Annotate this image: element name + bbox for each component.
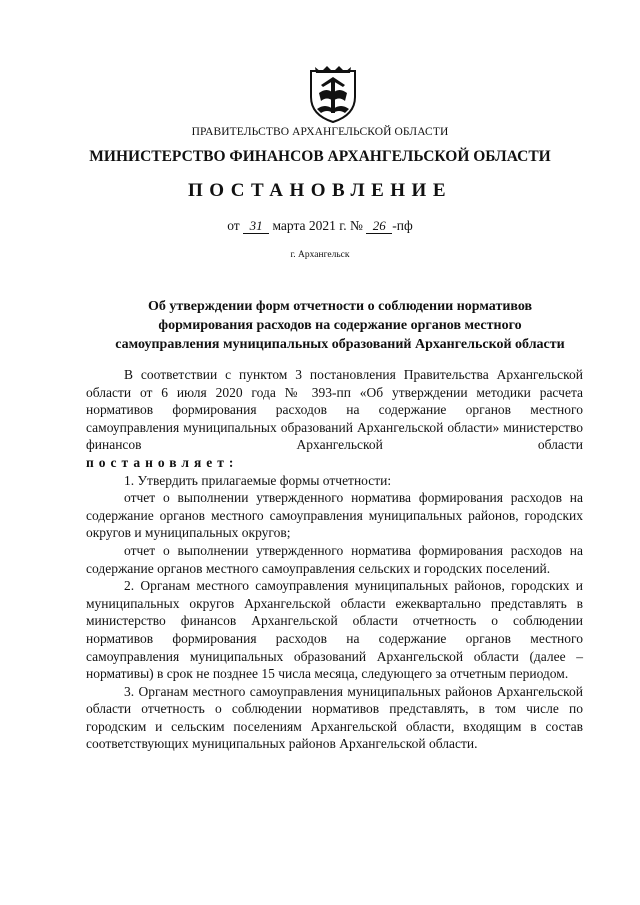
city-line: г. Архангельск <box>290 250 350 260</box>
ministry-heading: МИНИСТЕРСТВО ФИНАНСОВ АРХАНГЕЛЬСКОЙ ОБЛАСТИ <box>89 148 551 165</box>
item-2: 2. Органам местного самоуправления муниципальных районов, городских и муниципальных округов Архангельской области ежеквартально представлять в министерство финансов Архангельской области отчетность о соблюдении нормативов формирования расходов на содержание органов местного самоуправления муниципальных образований Архангельской области (далее – нормативы) в срок не позднее 15 числа месяца, следующего за отчетным периодом. <box>86 578 583 682</box>
date-rest: марта 2021 г. № <box>272 218 363 233</box>
document-type: ПОСТАНОВЛЕНИЕ <box>187 180 453 201</box>
item-3: 3. Органам местного самоуправления муниципальных районов Архангельской области отчетность о соблюдении нормативов представлять, в том числе по городским и сельским поселениям Архангельской области, входящим в состав соответствующих муниципальных районов Архангельской области. <box>86 683 583 752</box>
preamble-verb-line <box>86 454 583 472</box>
number-suffix: -пф <box>392 218 413 233</box>
document-body <box>86 366 583 753</box>
item-1b: отчет о выполнении утвержденного норматива формирования расходов на содержание органов местного самоуправления сельских и городских поселений. <box>86 542 583 576</box>
item-1: 1. Утвердить прилагаемые формы отчетности: <box>124 472 392 488</box>
document-title: Об утверждении форм отчетности о соблюдении нормативов формирования расходов на содержание органов местного самоуправления муниципальных образований Архангельской области <box>115 299 565 352</box>
date-number-line <box>0 218 640 234</box>
date-day: 31 <box>243 219 269 234</box>
item-1a: отчет о выполнении утвержденного норматива формирования расходов на содержание органов местного самоуправления муниципальных районов, городских округов и муниципальных округов; <box>86 490 583 541</box>
date-prefix: от <box>227 218 240 233</box>
document-number: 26 <box>366 219 392 234</box>
coat-of-arms-emblem <box>305 63 361 125</box>
decree-verb: постановляет: <box>86 454 239 470</box>
preamble-paragraph: В соответствии с пунктом 3 постановления Правительства Архангельской области от 6 июля 2020 года № 393-пп «Об утверждении методики расчета нормативов формирования расходов на содержание органов местного самоуправления муниципальных образований Архангельской области» министерство финансов Архангельской области <box>86 367 583 453</box>
government-heading: ПРАВИТЕЛЬСТВО АРХАНГЕЛЬСКОЙ ОБЛАСТИ <box>191 126 449 138</box>
